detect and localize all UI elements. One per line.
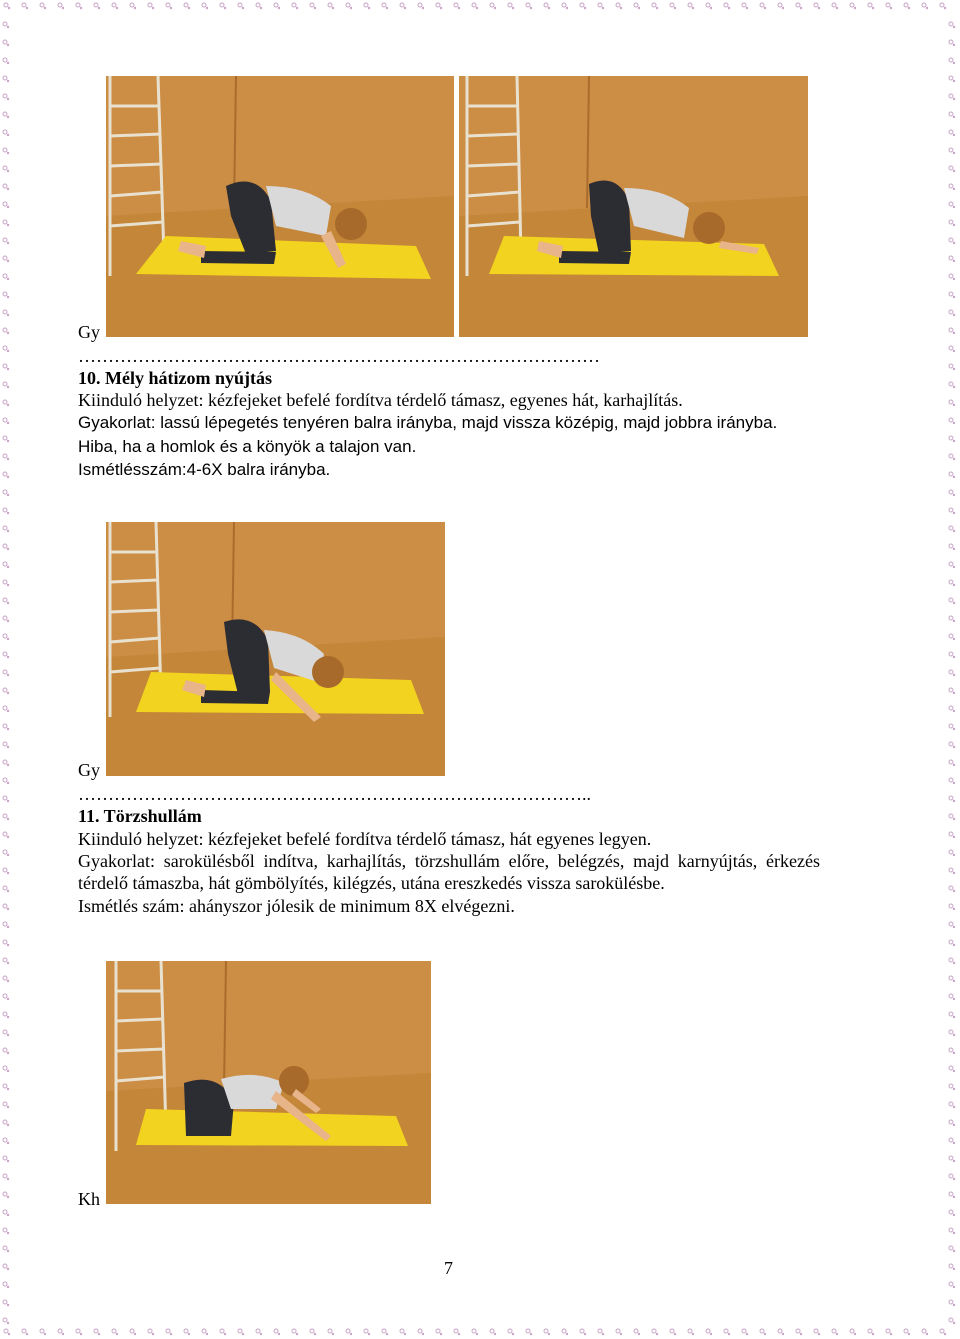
section-11-kiindulo: Kiinduló helyzet: kézfejeket befelé fordítva térdelő támasz, hát egyenes legyen. xyxy=(78,829,652,849)
photo-label-kh: Kh xyxy=(78,1189,100,1209)
section-10-title: 10. Mély hátizom nyújtás xyxy=(78,368,272,388)
exercise-photo-11-start xyxy=(106,961,431,1204)
page-number: 7 xyxy=(444,1258,453,1278)
dotted-separator-11: ………………………………………………………………………….. xyxy=(78,784,591,804)
photo-label-gy-2: Gy xyxy=(78,760,100,780)
exercise-photo-10b xyxy=(459,76,808,337)
section-11-ismetles: Ismétlés szám: ahányszor jólesik de minimum 8X elvégezni. xyxy=(78,896,515,916)
photo-label-gy-1: Gy xyxy=(78,322,100,342)
section-10-hiba: Hiba, ha a homlok és a könyök a talajon van. xyxy=(78,437,417,456)
section-10-ismetles: Ismétlésszám:4-6X balra irányba. xyxy=(78,460,331,479)
section-10-kiindulo: Kiinduló helyzet: kézfejeket befelé fordítva térdelő támasz, egyenes hát, karhajlítás. xyxy=(78,390,683,410)
section-10-gyakorlat: Gyakorlat: lassú lépegetés tenyéren balra irányba, majd vissza középig, majd jobbra irányba. xyxy=(78,413,778,432)
dotted-separator-10: …………………………………………………………………………… xyxy=(78,346,600,366)
exercise-photo-10a xyxy=(106,76,454,337)
section-11-gyakorlat: Gyakorlat: sarokülésből indítva, karhajlítás, törzshullám előre, belégzés, majd karnyújtás, érkezés térdelő támaszba, hát gömbölyítés, kilégzés, utána ereszkedés vissza sarokülésbe. xyxy=(78,851,820,893)
section-11-title: 11. Törzshullám xyxy=(78,806,202,826)
exercise-photo-11 xyxy=(106,522,445,776)
